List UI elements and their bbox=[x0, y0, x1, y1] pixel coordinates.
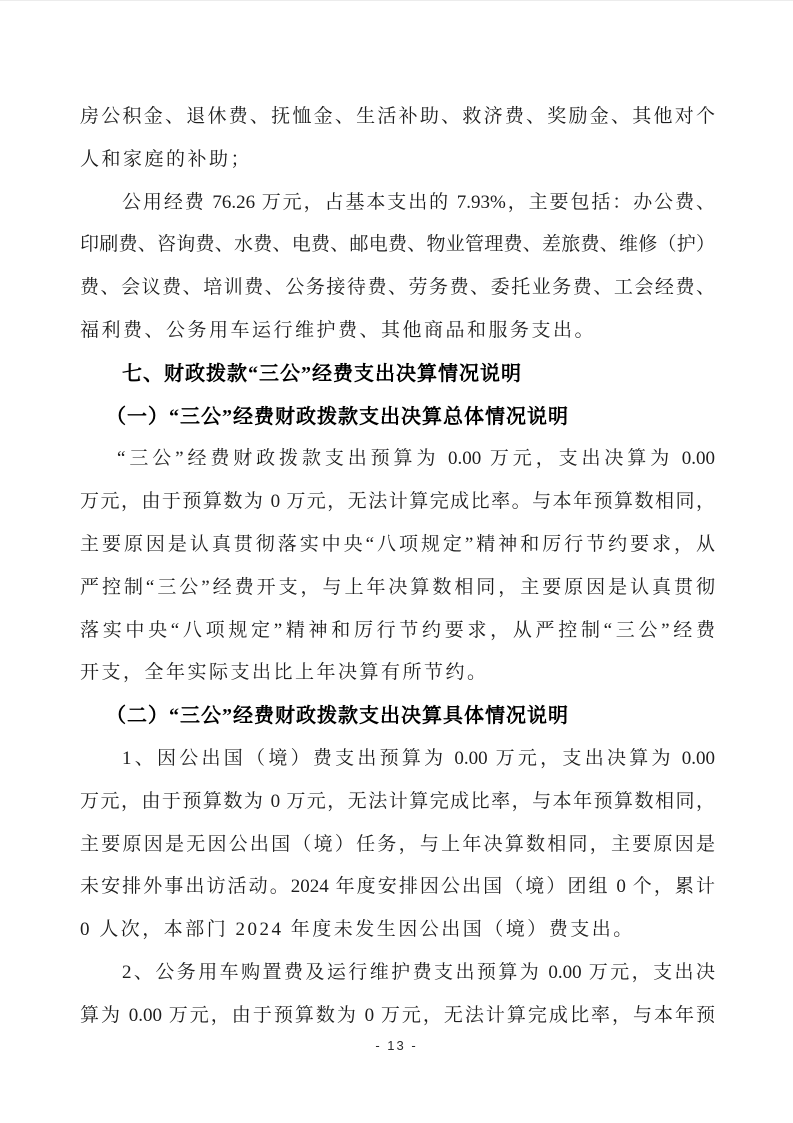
body-line: 主要原因是认真贯彻落实中央“八项规定”精神和厉行节约要求，从 bbox=[80, 533, 715, 555]
body-line: 2、公务用车购置费及运行维护费支出预算为 0.00 万元，支出决 bbox=[122, 961, 715, 983]
body-line: 0 人次，本部门 2024 年度未发生因公出国（境）费支出。 bbox=[80, 919, 635, 941]
body-line: “三公”经费财政拨款支出预算为 0.00 万元，支出决算为 0.00 bbox=[117, 448, 715, 470]
body-line: 费、会议费、培训费、公务接待费、劳务费、委托业务费、工会经费、 bbox=[80, 277, 715, 299]
document-text-block bbox=[80, 96, 715, 1038]
section-heading: 七、财政拨款“三公”经费支出决算情况说明 bbox=[122, 362, 522, 385]
body-line: 算为 0.00 万元，由于预算数为 0 万元，无法计算完成比率，与本年预 bbox=[80, 1004, 715, 1026]
body-line: 主要原因是无因公出国（境）任务，与上年决算数相同，主要原因是 bbox=[80, 833, 715, 855]
body-line: 房公积金、退休费、抚恤金、生活补助、救济费、奖励金、其他对个 bbox=[80, 106, 715, 127]
section-heading: （二）“三公”经费财政拨款支出决算具体情况说明 bbox=[106, 705, 569, 728]
section-heading: （一）“三公”经费财政拨款支出决算总体情况说明 bbox=[106, 405, 569, 428]
body-line: 严控制“三公”经费开支，与上年决算数相同，主要原因是认真贯彻 bbox=[80, 576, 715, 598]
body-line: 落实中央“八项规定”精神和厉行节约要求，从严控制“三公”经费 bbox=[80, 619, 715, 641]
body-line: 万元，由于预算数为 0 万元，无法计算完成比率。与本年预算数相同， bbox=[80, 491, 715, 513]
body-line: 公用经费 76.26 万元，占基本支出的 7.93%，主要包括：办公费、 bbox=[122, 191, 715, 213]
page-number: - 13 - bbox=[375, 1038, 418, 1053]
body-line: 1、因公出国（境）费支出预算为 0.00 万元，支出决算为 0.00 bbox=[122, 747, 715, 769]
body-line: 未安排外事出访活动。2024 年度安排因公出国（境）团组 0 个，累计 bbox=[80, 876, 715, 898]
body-line: 印刷费、咨询费、水费、电费、邮电费、物业管理费、差旅费、维修（护） bbox=[80, 234, 715, 256]
body-line: 福利费、公务用车运行维护费、其他商品和服务支出。 bbox=[80, 319, 597, 341]
body-line: 万元，由于预算数为 0 万元，无法计算完成比率，与本年预算数相同， bbox=[80, 790, 715, 812]
body-line: 开支，全年实际支出比上年决算有所节约。 bbox=[80, 662, 489, 684]
body-line: 人和家庭的补助； bbox=[80, 148, 253, 170]
